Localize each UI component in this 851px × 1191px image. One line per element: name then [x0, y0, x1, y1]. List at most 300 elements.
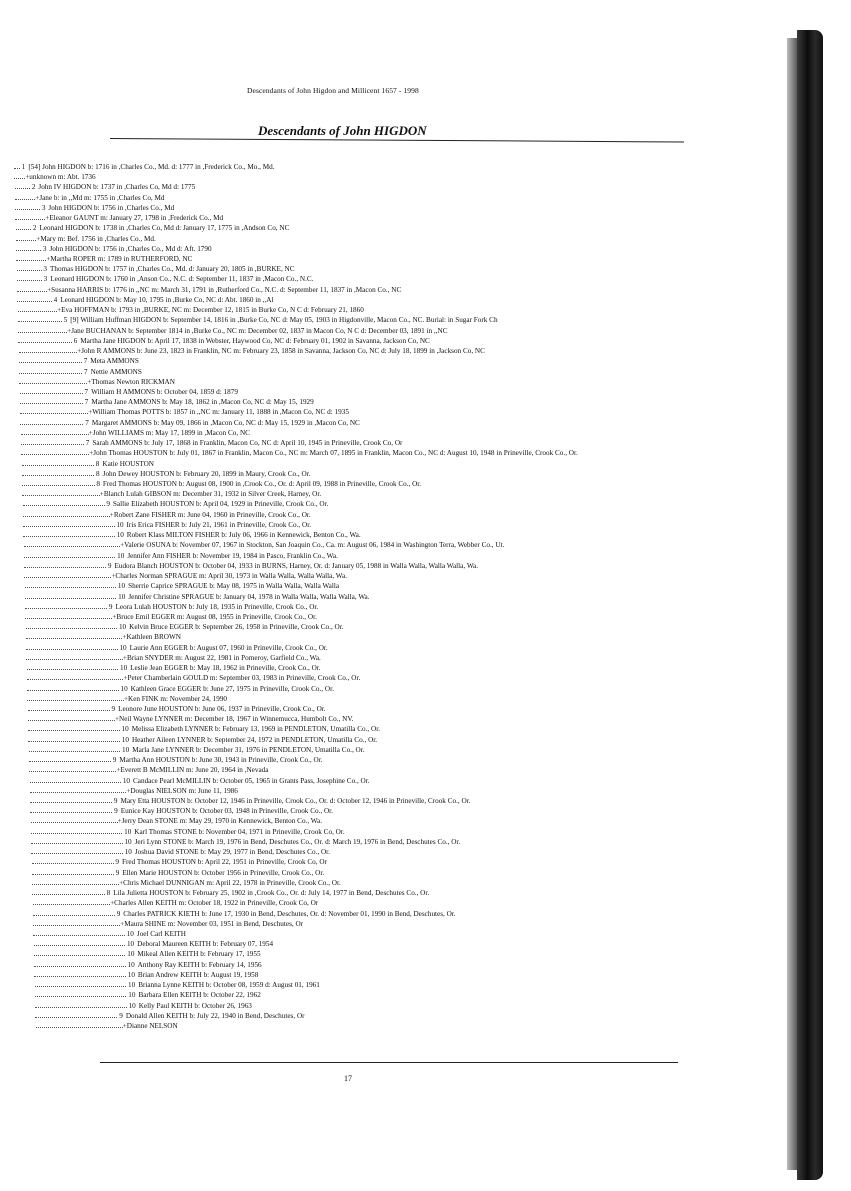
entry-row: [16, 245, 212, 253]
person-entry: Sallie Elizabeth HOUSTON b: April 04, 1929 in Prineville, Crook Co., Or.: [112, 500, 329, 509]
spouse-entry: +Martha ROPER m: 1789 in RUTHERFORD, NC: [46, 255, 193, 264]
entry-row: [23, 511, 311, 519]
entry-row: [17, 296, 273, 304]
generation-number: 3: [41, 265, 47, 274]
person-entry: Marla Jane LYNNER b: December 31, 1976 in PENDLETON, Umatilla Co., Or.: [132, 745, 365, 754]
generation-number: 9: [109, 704, 116, 713]
entry-row: [28, 725, 380, 733]
spouse-entry: +unknown m: Abt. 1736: [25, 173, 96, 182]
indent-leader: [27, 685, 119, 691]
entry-row: [31, 848, 330, 856]
generation-number: 2: [30, 183, 36, 192]
entry-row: [33, 899, 319, 907]
entry-row: [22, 460, 154, 468]
entry-row: [20, 419, 359, 427]
entry-row: [24, 572, 347, 580]
entry-row: [28, 705, 326, 713]
generation-number: 10: [118, 684, 128, 693]
person-entry: Ellen Marie HOUSTON b: October 1956 in Prineville, Crook Co., Or.: [122, 868, 325, 877]
generation-number: 10: [114, 520, 124, 529]
entry-row: [25, 593, 370, 601]
entry-row: [23, 531, 360, 539]
spouse-entry: +Bruce Emil EGGER m: August 08, 1955 in Prineville, Crook Co., Or.: [112, 612, 317, 621]
indent-leader: [33, 910, 115, 916]
indent-leader: [32, 889, 105, 895]
indent-leader: [28, 725, 120, 731]
entry-row: [20, 408, 349, 416]
entry-row: [30, 807, 333, 815]
indent-leader: [19, 378, 87, 384]
entry-row: [28, 736, 377, 744]
entry-row: [15, 214, 223, 222]
indent-leader: [33, 920, 120, 926]
entry-row: [17, 275, 314, 283]
indent-leader: [25, 593, 117, 599]
entry-row: [24, 541, 505, 549]
indent-leader: [23, 531, 115, 537]
entry-row: [35, 1012, 304, 1020]
indent-leader: [18, 327, 67, 333]
indent-leader: [18, 337, 72, 343]
person-entry: John HIGDON b: 1756 in ,Charles Co., Md d: Aft. 1790: [49, 244, 212, 253]
indent-leader: [35, 1012, 117, 1018]
person-entry: Robert Klass MILTON FISHER b: July 06, 1966 in Kennewick, Benton Co., Wa.: [126, 531, 361, 540]
entry-row: [32, 869, 324, 877]
indent-leader: [33, 899, 111, 905]
entry-row: [35, 981, 320, 989]
spouse-entry: +Ken FINK m: November 24, 1990: [123, 694, 228, 703]
generation-number: 3: [40, 203, 46, 212]
entry-row: [36, 1022, 178, 1030]
generation-number: 9: [104, 500, 110, 509]
entry-row: [20, 388, 238, 396]
person-entry: Sherrie Caprice SPRAGUE b: May 08, 1975 in Walla Walla, Walla Walla: [128, 582, 340, 591]
generation-number: 6: [71, 336, 78, 345]
indent-leader: [31, 817, 118, 823]
spouse-entry: +Jane BUCHANAN b: September 1814 in ,Burke Co., NC m: December 02, 1837 in Macon Co, N C d: December 03, 1891 in ,,NC: [67, 326, 448, 335]
spouse-entry: +Jane b: in ,,Md m: 1755 in ,Charles Co, Md: [35, 193, 165, 202]
person-entry: [54] John HIGDON b: 1716 in ,Charles Co., Md. d: 1777 in ,Frederick Co., Mo., Md.: [28, 163, 275, 171]
person-entry: Eunice Kay HOUSTON b: October 03, 1948 in Prineville, Crook Co., Or.: [120, 807, 333, 816]
indent-leader: [34, 961, 126, 967]
entry-row: [29, 746, 365, 754]
generation-number: 10: [118, 664, 128, 673]
generation-number: 10: [116, 582, 126, 591]
generation-number: 10: [116, 592, 126, 601]
entry-row: [25, 613, 317, 621]
spouse-entry: +Maura SHINE m: November 03, 1951 in Bend, Deschutes, Or: [120, 919, 304, 928]
entry-row: [19, 357, 139, 365]
person-entry: Barbara Ellen KEITH b: October 22, 1962: [138, 991, 261, 1000]
generation-number: 10: [119, 735, 129, 744]
person-entry: Joshua David STONE b: May 29, 1977 in Bend, Deschutes Co., Or.: [134, 848, 330, 857]
spouse-entry: +Peter Chamberlain GOULD m: September 03, 1983 in Prineville, Crook Co., Or.: [123, 674, 361, 683]
generation-number: 10: [117, 643, 127, 652]
person-entry: Katie HOUSTON: [102, 459, 154, 468]
indent-leader: [21, 449, 89, 455]
spouse-entry: +Susanna HARRIS b: 1776 in ,,NC m: March 31, 1791 in ,Rutherford Co., N.C. d: September 11, 1837 in ,Macon Co., NC: [47, 285, 402, 294]
indent-leader: [26, 654, 123, 660]
indent-leader: [17, 296, 52, 302]
person-entry: Fred Thomas HOUSTON b: August 08, 1900 in ,Crook Co., Or. d: April 09, 1988 in Prineville, Crook Co., Or.: [102, 480, 422, 488]
indent-leader: [15, 214, 45, 220]
generation-number: 9: [111, 756, 117, 765]
generation-number: 8: [94, 480, 100, 488]
indent-leader: [34, 971, 126, 977]
generation-number: 9: [106, 561, 112, 570]
entry-row: [23, 521, 311, 529]
indent-leader: [35, 991, 127, 997]
spouse-entry: +Everett B McMILLIN m: June 20, 1964 in ,Nevada: [116, 766, 269, 775]
generation-number: 3: [41, 275, 48, 284]
entry-row: [26, 644, 328, 652]
entry-row: [22, 480, 421, 488]
generation-number: 10: [122, 827, 132, 836]
entry-row: [19, 368, 142, 376]
generation-number: 4: [51, 295, 58, 304]
person-entry: Charles PATRICK KIETH b: June 17, 1930 in Bend, Deschutes, Or. d: November 01, 1990 in Bend, Deschutes, Or.: [123, 909, 456, 918]
indent-leader: [29, 756, 111, 762]
person-entry: Karl Thomas STONE b: November 04, 1971 in Prineville, Crook Co, Or.: [134, 827, 345, 836]
indent-leader: [34, 950, 126, 956]
entry-row: [22, 470, 311, 478]
book-edge: [797, 30, 823, 1180]
generation-number: 9: [114, 909, 121, 918]
entry-row: [20, 398, 314, 406]
indent-leader: [32, 858, 114, 864]
entry-row: [32, 889, 429, 897]
person-entry: Martha Ann HOUSTON b: June 30, 1943 in Prineville, Crook Co., Or.: [119, 756, 323, 765]
indent-leader: [23, 500, 105, 506]
entry-row: [34, 940, 273, 948]
indent-leader: [19, 368, 82, 374]
indent-leader: [27, 664, 119, 670]
indent-leader: [33, 930, 125, 936]
page-stack-edge: [787, 38, 797, 1170]
person-entry: Mikeal Allen KEITH b: February 17, 1955: [137, 950, 261, 959]
entry-row: [25, 582, 339, 590]
spouse-entry: +John WILLIAMS m: May 17, 1899 in ,Macon Co, NC: [88, 428, 250, 437]
generation-number: 3: [41, 244, 47, 253]
person-entry: Martha Jane HIGDON b: April 17, 1838 in Webster, Haywood Co, NC d: February 01, 1902 in Savanna, Jackson Co, NC: [80, 336, 430, 345]
person-entry: John HIGDON b: 1756 in ,Charles Co., Md: [48, 203, 175, 212]
spouse-entry: +Douglas NIELSON m: June 11, 1986: [126, 786, 238, 795]
generation-number: 10: [125, 950, 135, 959]
indent-leader: [30, 787, 127, 793]
indent-leader: [22, 490, 100, 496]
entry-row: [15, 204, 174, 212]
indent-leader: [16, 235, 37, 241]
indent-leader: [24, 552, 116, 558]
entry-row: [31, 817, 322, 825]
indent-leader: [31, 828, 123, 834]
generation-number: 9: [117, 1011, 123, 1020]
indent-leader: [32, 869, 114, 875]
indent-leader: [35, 981, 127, 987]
spouse-entry: +Kathleen BROWN: [122, 633, 181, 642]
person-entry: Laurie Ann EGGER b: August 07, 1960 in Prineville, Crook Co., Or.: [129, 643, 328, 652]
spouse-entry: +Thomas Newton RICKMAN: [87, 377, 175, 386]
entry-row: [23, 500, 329, 508]
indent-leader: [28, 705, 110, 711]
generation-number: 10: [126, 981, 136, 990]
person-entry: Mary Etta HOUSTON b: October 12, 1946 in Prineville, Crook Co., Or. d: October 12, 1946 in Prineville, Crook Co., Or.: [120, 797, 471, 806]
indent-leader: [17, 265, 42, 271]
generation-number: 10: [120, 745, 130, 754]
person-entry: Leonard HIGDON b: May 10, 1795 in ,Burke Co, NC d: Abt. 1860 in ,,Al: [60, 295, 274, 304]
indent-leader: [25, 603, 107, 609]
entry-row: [15, 194, 165, 202]
person-entry: Leora Lulah HOUSTON b: July 18, 1935 in Prineville, Crook Co., Or.: [115, 602, 319, 611]
indent-leader: [23, 521, 115, 527]
entry-row: [31, 828, 345, 836]
entry-row: [27, 695, 227, 703]
person-entry: Lila Julietta HOUSTON b: February 25, 1902 in ,Crook Co., Or. d: July 14, 1977 in Bend, Deschutes Co., Or.: [113, 889, 430, 898]
generation-number: 10: [125, 940, 135, 949]
generation-number: 8: [104, 889, 111, 898]
indent-leader: [21, 439, 84, 445]
entry-row: [34, 971, 258, 979]
entry-row: [18, 306, 364, 314]
generation-number: 8: [94, 459, 100, 468]
generation-number: 1: [20, 163, 26, 171]
indent-leader: [16, 245, 41, 251]
indent-leader: [27, 695, 124, 701]
entry-row: [15, 183, 196, 191]
spouse-entry: +Charles Norman SPRAGUE m: April 30, 1973 in Walla Walla, Walla Walla, Wa.: [111, 572, 347, 581]
entry-row: [26, 623, 344, 631]
indent-leader: [17, 286, 47, 292]
spouse-entry: +Jerry Dean STONE m: May 29, 1970 in Kennewick, Benton Co., Wa.: [117, 817, 322, 826]
indent-leader: [32, 879, 119, 885]
generation-number: 7: [82, 398, 89, 407]
indent-leader: [20, 398, 83, 404]
person-entry: Thomas HIGDON b: 1757 in ,Charles Co., Md. d: January 20, 1805 in ,BURKE, NC: [49, 265, 295, 274]
indent-leader: [22, 470, 95, 476]
entry-row: [27, 664, 321, 672]
generation-number: 8: [94, 469, 100, 478]
person-entry: Melissa Elizabeth LYNNER b: February 13, 1969 in PENDLETON, Umatilla Co., Or.: [131, 725, 380, 734]
entry-row: [30, 777, 370, 785]
indent-leader: [18, 316, 62, 322]
generation-number: 7: [83, 439, 90, 448]
generation-number: 9: [112, 797, 118, 806]
spouse-entry: +John R AMMONS b: June 23, 1823 in Franklin, NC m: February 23, 1858 in Savanna, Jackson Co, NC d: July 18, 1899 in ,Jackson Co, NC: [77, 347, 485, 356]
entry-row: [16, 224, 290, 232]
entry-row: [14, 173, 95, 181]
spouse-entry: +Robert Zane FISHER m: June 04, 1960 in Prineville, Crook Co., Or.: [109, 510, 311, 519]
entry-row: [33, 930, 186, 938]
person-entry: Donald Allen KEITH b: July 22, 1940 in Bend, Deschutes, Or: [125, 1011, 305, 1020]
person-entry: Leslie Jean EGGER b: May 18, 1962 in Prineville, Crook Co., Or.: [130, 664, 321, 673]
person-entry: John IV HIGDON b: 1737 in ,Charles Co, Md d: 1775: [38, 183, 196, 192]
generation-number: 10: [115, 551, 125, 560]
generation-number: 10: [121, 776, 130, 785]
generation-number: 10: [125, 970, 135, 979]
indent-leader: [30, 777, 122, 783]
entry-row: [29, 766, 268, 774]
spouse-entry: +Brian SNYDER m: August 22, 1981 in Pomeroy, Garfield Co., Wa.: [122, 653, 321, 662]
person-entry: Margaret AMMONS b: May 09, 1866 in ,Macon Co, NC d: May 15, 1929 in ,Macon Co, NC: [91, 418, 360, 427]
indent-leader: [26, 644, 118, 650]
indent-leader: [27, 674, 124, 680]
entry-row: [33, 920, 303, 928]
entry-row: [17, 286, 401, 294]
entry-row: [19, 378, 175, 386]
spouse-entry: +Blanch Lulah GIBSON m: December 31, 1932 in Silver Creek, Harney, Or.: [99, 490, 322, 499]
person-entry: John Dewey HOUSTON b: February 20, 1899 in Maury, Crook Co., Or.: [102, 469, 311, 478]
person-entry: Kelvin Bruce EGGER b: September 26, 1958 in Prineville, Crook Co., Or.: [129, 623, 344, 632]
entry-row: [18, 316, 498, 324]
spouse-entry: +Dianne NELSON: [122, 1022, 178, 1030]
entry-row: [27, 685, 334, 693]
generation-number: 7: [83, 418, 89, 427]
generation-number: 9: [112, 807, 118, 816]
page-title: Descendants of John HIGDON: [258, 123, 427, 138]
entry-row: [33, 910, 456, 918]
indent-leader: [24, 562, 106, 568]
indent-leader: [23, 511, 110, 517]
entry-row: [14, 163, 275, 171]
entry-row: [24, 552, 338, 560]
person-entry: Heather Aileen LYNNER b: September 24, 1972 in PENDLETON, Umatilla Co., Or.: [131, 735, 378, 744]
person-entry: Leonard HIGDON b: 1738 in ,Charles Co, Md d: January 17, 1775 in ,Andson Co, NC: [39, 224, 290, 233]
spouse-entry: +John Thomas HOUSTON b: July 01, 1867 in Franklin, Macon Co., NC m: March 07, 1895 in Franklin, Macon Co., NC d: August 10, 1948 in Prineville, Crook Co., Or.: [89, 449, 578, 458]
person-entry: William H AMMONS b: October 04, 1859 d: 1879: [91, 387, 238, 396]
indent-leader: [22, 480, 95, 486]
entry-row: [32, 879, 341, 887]
person-entry: Eudora Blanch HOUSTON b: October 04, 1933 in BURNS, Harney, Or. d: January 05, 1988 in Walla Walla, Walla Walla, Wa.: [114, 561, 479, 570]
generation-number: 7: [81, 357, 88, 366]
indent-leader: [30, 807, 112, 813]
person-entry: Nettie AMMONS: [90, 367, 142, 376]
indent-leader: [19, 357, 82, 363]
indent-leader: [31, 848, 123, 854]
person-entry: Jennifer Ann FISHER b: November 19, 1984 in Pasco, Franklin Co., Wa.: [127, 551, 338, 560]
indent-leader: [36, 1022, 123, 1028]
entry-row: [34, 961, 261, 969]
indent-leader: [22, 460, 95, 466]
indent-leader: [15, 194, 36, 200]
indent-leader: [28, 715, 115, 721]
entry-row: [29, 756, 323, 764]
entry-row: [19, 347, 485, 355]
spouse-entry: +Charles Allen KEITH m: October 18, 1922 in Prineville, Crook Co, Or: [110, 899, 319, 908]
indent-leader: [29, 766, 116, 772]
generation-number: 10: [117, 623, 127, 632]
spouse-entry: +Chris Michael DUNNIGAN m: April 22, 1978 in Prineville, Crook Co., Or.: [119, 878, 341, 887]
entry-row: [21, 429, 250, 437]
entry-row: [30, 797, 470, 805]
entry-row: [35, 991, 261, 999]
running-head: Descendants of John Higdon and Millicent 1657 - 1998: [247, 86, 419, 95]
spouse-entry: +Mary m: Bef. 1756 in ,Charles Co., Md.: [36, 234, 156, 243]
indent-leader: [34, 940, 126, 946]
generation-number: 10: [119, 725, 129, 734]
indent-leader: [16, 255, 46, 261]
generation-number: 10: [126, 991, 136, 1000]
person-entry: Iris Erica FISHER b: July 21, 1961 in Prineville, Crook Co., Or.: [126, 520, 312, 529]
entry-row: [35, 1002, 252, 1010]
indent-leader: [31, 838, 123, 844]
person-entry: Brianna Lynne KEITH b: October 08, 1959 d: August 01, 1961: [138, 981, 320, 990]
entry-row: [28, 715, 353, 723]
entry-row: [16, 235, 156, 243]
entry-row: [22, 490, 321, 498]
person-entry: Deboral Maureen KEITH b: February 07, 1954: [137, 940, 274, 949]
indent-leader: [25, 582, 117, 588]
generation-number: 9: [107, 602, 113, 611]
person-entry: Brian Andrew KEITH b: August 19, 1958: [137, 970, 259, 979]
indent-leader: [24, 572, 111, 578]
spouse-entry: +Neil Wayne LYNNER m: December 18, 1967 in Winnemucca, Humbolt Co., NV.: [114, 715, 354, 724]
entry-row: [30, 787, 238, 795]
entry-row: [18, 337, 429, 345]
page-number: 17: [344, 1074, 352, 1083]
spouse-entry: +Eleanor GAUNT m: January 27, 1798 in ,Frederick Co., Md: [45, 214, 224, 223]
entry-row: [16, 255, 192, 263]
entry-row: [21, 449, 578, 457]
person-entry: Meta AMMONS: [90, 357, 139, 366]
generation-number: 9: [113, 868, 120, 877]
generation-number: 5: [61, 316, 68, 325]
indent-leader: [24, 541, 121, 547]
generation-number: 10: [126, 1001, 136, 1010]
person-entry: Sarah AMMONS b: July 17, 1868 in Franklin, Macon Co, NC d: April 10, 1945 in Prineville, Crook Co, Or: [92, 439, 403, 448]
person-entry: Leonard HIGDON b: 1760 in ,Anson Co., N.C. d: September 11, 1837 in ,Macon Co., N.C.: [50, 275, 314, 284]
indent-leader: [26, 633, 123, 639]
person-entry: Joel Carl KEITH: [136, 929, 186, 938]
generation-number: 10: [122, 848, 132, 857]
indent-leader: [35, 1002, 127, 1008]
indent-leader: [25, 613, 112, 619]
person-entry: Kelly Paul KEITH b: October 26, 1963: [138, 1001, 252, 1010]
person-entry: Anthony Ray KEITH b: February 14, 1956: [137, 960, 262, 969]
spouse-entry: +Eva HOFFMAN b: 1793 in ,BURKE, NC m: December 12, 1815 in Burke Co, N C d: February 21, 1860: [57, 306, 364, 315]
entry-row: [24, 562, 478, 570]
indent-leader: [14, 173, 25, 179]
indent-leader: [20, 419, 83, 425]
generation-number: 7: [82, 367, 88, 376]
person-entry: Jennifer Christine SPRAGUE b: January 04, 1978 in Walla Walla, Walla Walla, Wa.: [128, 592, 370, 601]
entry-row: [25, 603, 318, 611]
generation-number: 7: [82, 387, 89, 396]
indent-leader: [20, 388, 83, 394]
entry-row: [34, 950, 261, 958]
entry-row: [17, 265, 295, 273]
indent-leader: [20, 408, 88, 414]
entry-row: [26, 654, 320, 662]
indent-leader: [19, 347, 78, 353]
indent-leader: [18, 306, 58, 312]
entry-row: [26, 633, 181, 641]
person-entry: [9] William Huffman HIGDON b: September 14, 1816 in ,Burke Co, NC d: May 05, 1903 in Higdonville, Macon Co., NC. Burial: in Sugar Fork Ch: [70, 316, 498, 325]
entry-row: [31, 838, 460, 846]
entry-row: [32, 858, 327, 866]
indent-leader: [17, 275, 42, 281]
generation-number: 10: [125, 960, 135, 969]
footer-rule: [100, 1062, 678, 1063]
person-entry: Kathleen Grace EGGER b: June 27, 1975 in Prineville, Crook Co., Or.: [130, 684, 334, 693]
indent-leader: [30, 797, 112, 803]
person-entry: Candace Pearl McMILLIN b: October 05, 1965 in Grants Pass, Josephine Co., Or.: [133, 776, 370, 785]
indent-leader: [29, 746, 121, 752]
entry-row: [27, 674, 360, 682]
spouse-entry: +William Thomas POTTS b: 1857 in ,,NC m: January 11, 1888 in ,Macon Co, NC d: 1935: [88, 408, 349, 417]
entry-row: [21, 439, 402, 447]
person-entry: Martha Jane AMMONS b: May 18, 1862 in ,Macon Co, NC d: May 15, 1929: [91, 398, 314, 407]
indent-leader: [21, 429, 89, 435]
